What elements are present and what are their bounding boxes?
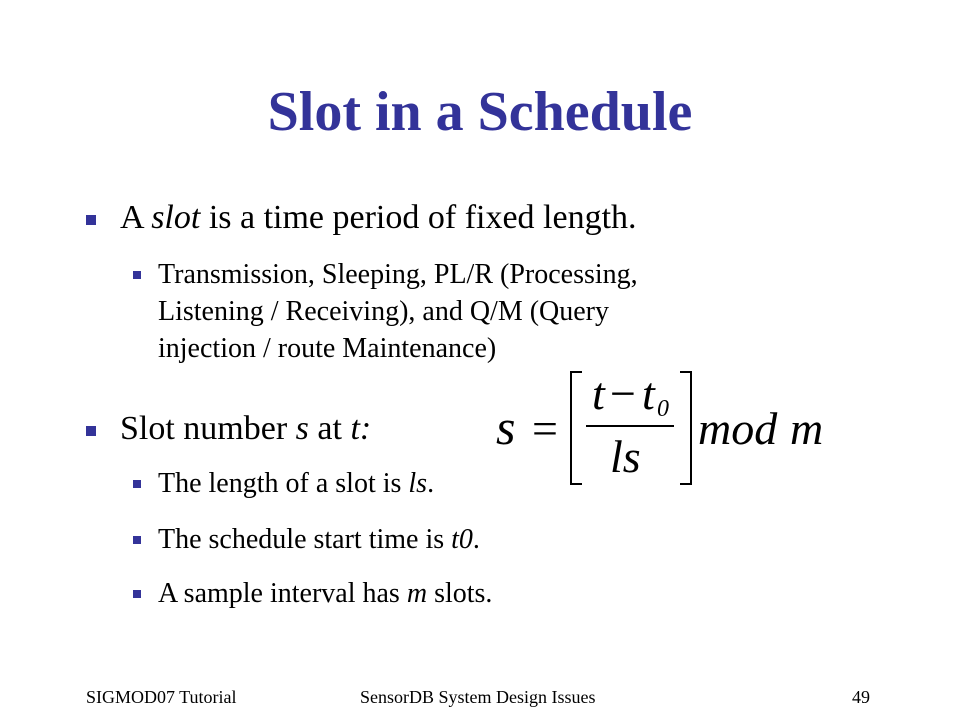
bullet-text-emphasis: slot (151, 199, 201, 236)
subbullet-text-emphasis: t0 (451, 524, 473, 555)
subbullet-line-2: Listening / Receiving), and Q/M (Query (158, 296, 610, 327)
subbullet-line-1: Transmission, Sleeping, PL/R (Processing, (158, 259, 638, 290)
formula-m: m (790, 403, 824, 454)
subbullet-text-pre: The length of a slot is (158, 468, 409, 499)
subbullet-text-post: . (427, 468, 435, 499)
bullet-text-var-s: s (295, 410, 309, 447)
subbullet-text (158, 575, 492, 612)
bullet-square-icon (133, 536, 141, 544)
subbullet-text (158, 465, 434, 502)
bullet-text-pre: A (120, 199, 152, 236)
slot-number-formula (492, 364, 842, 494)
bullet-square-icon (86, 426, 96, 436)
floor-bracket-right (680, 372, 691, 484)
slide-title: Slot in a Schedule (267, 81, 693, 143)
footer-center: SensorDB System Design Issues (360, 687, 596, 707)
bullet-text (120, 407, 371, 451)
footer-left: SIGMOD07 Tutorial (86, 687, 237, 707)
subbullet-text-pre: A sample interval has (158, 578, 407, 609)
formula-numerator-subscript: 0 (657, 396, 669, 422)
bullet-text (120, 196, 637, 240)
subbullet-slot-types (133, 256, 638, 367)
bullet-slot-number (86, 407, 371, 451)
subbullet-start-time (133, 521, 480, 558)
bullet-square-icon (133, 590, 141, 598)
bullet-text-post: is a time period of fixed length. (200, 199, 637, 236)
bullet-square-icon (86, 215, 96, 225)
subbullet-text-pre: The schedule start time is (158, 524, 452, 555)
subbullet-sample-interval (133, 575, 492, 612)
formula-numerator-t: t (592, 368, 605, 419)
subbullet-text-post: slots. (427, 578, 493, 609)
formula-numerator-minus: − (610, 368, 636, 419)
subbullet-text-emphasis: m (406, 578, 428, 609)
subbullet-text-emphasis: ls (408, 468, 428, 499)
formula-equals: = (532, 403, 558, 454)
formula-denominator: ls (610, 431, 641, 482)
formula-lhs-s: s (496, 399, 516, 455)
subbullet-text-post: . (472, 524, 480, 555)
bullet-text-var-t: t: (350, 410, 372, 447)
subbullet-line-3: injection / route Maintenance) (158, 333, 497, 364)
subbullet-text (158, 521, 480, 558)
bullet-square-icon (133, 480, 141, 488)
bullet-slot-definition (86, 196, 637, 240)
footer-page-number: 49 (852, 687, 870, 707)
formula-mod: mod (698, 403, 778, 454)
subbullet-text (158, 256, 638, 367)
bullet-text-pre: Slot number (120, 410, 296, 447)
subbullet-slot-length (133, 465, 434, 502)
floor-bracket-left (571, 372, 582, 484)
formula-numerator-t0: t (642, 368, 655, 419)
bullet-text-mid: at (308, 410, 351, 447)
bullet-square-icon (133, 271, 141, 279)
